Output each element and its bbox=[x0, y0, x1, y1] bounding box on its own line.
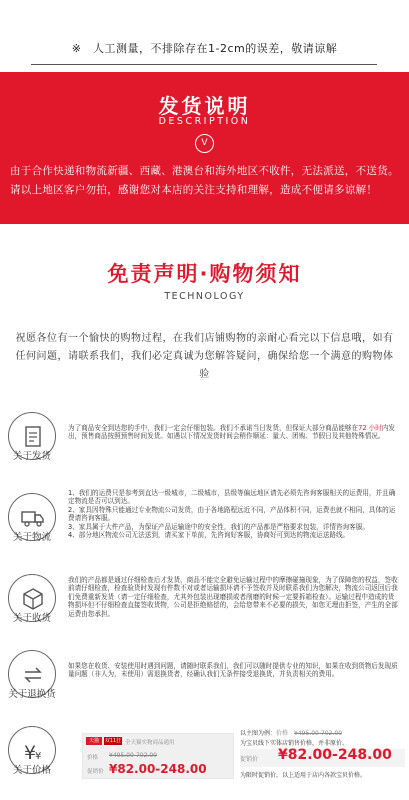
divider bbox=[31, 64, 377, 65]
promo-label: 促销价 bbox=[240, 756, 259, 763]
original-price: ¥495.00-702.00 bbox=[109, 752, 157, 759]
shipping-subtitle: DESCRIPTION bbox=[158, 116, 251, 127]
tmall-tag: 天猫 bbox=[86, 737, 102, 745]
chevron-down-icon: V bbox=[195, 134, 214, 153]
price-example-screenshot bbox=[82, 733, 234, 779]
section-label: 关于价格 bbox=[12, 765, 51, 776]
highlight-hours: 72 小时 bbox=[358, 424, 382, 432]
price-explanation-line3: 为限时促销价，以上适用于店内各款宝贝价格。 bbox=[240, 772, 367, 779]
svg-text:¥: ¥ bbox=[24, 742, 37, 764]
section-label: 关于收货 bbox=[12, 613, 51, 624]
price-explanation bbox=[240, 728, 405, 780]
shipping-title: 发货说明 bbox=[158, 94, 251, 118]
shop-note: 全天猫实物商品通用 bbox=[125, 740, 175, 746]
promo-price: ¥82.00-248.00 bbox=[278, 747, 392, 763]
section-text: 我们的产品都是通过仔细检查后才发货，商品不能完全避免运输过程中的摩擦碰撞现象，为了保障您的权益，签收前请仔细检查，检查验货时发现有件数不对或者运输损坏请不予签收并及时联系我们为您解决，物流公司返回后我们免费重新发货（请一定仔细检查，尤其外包装出现磨损或者削磨的时候一定要拆箱检查）。运输过程中造成的货物损坏但不仔细检查直接签收货物，公司是拒绝赔偿的，会给您带来不必要的损失，如您无理由拒签，产生的全部运费由您承担。 bbox=[68, 576, 398, 618]
section-label: 关于发货 bbox=[12, 451, 51, 462]
section-text: 为了商品安全到达您的手中，我们一定会仔细包装。我们不承诺当日发货，但保证大部分商品能够在72 小时内发出，预售商品按照预售时间发货。如遇以下情况发货时间会稍作顺延：量大、团购、节假日及其他特殊情况。 bbox=[68, 424, 395, 441]
event-tag: 双11狂欢 bbox=[104, 738, 122, 752]
section-label: 关于物流 bbox=[12, 532, 51, 543]
shipping-notice: 由于合作快递和物流新疆、西藏、港澳台和海外地区不收件，无法派送，不送货。请以上地区客户勿拍，感谢您对本店的关注支持和理解，造成不便请多谅解！ bbox=[10, 165, 399, 196]
measurement-note: ※ 人工测量，不排除存在1-2cm的误差，敬请谅解 bbox=[71, 42, 338, 55]
measurement-note-bar bbox=[0, 0, 409, 72]
promo-label: 促销价 bbox=[87, 769, 104, 775]
price-label: 价格 bbox=[87, 755, 99, 761]
price-explanation-line1: 以主图为例：价格 ¥495.00-702.00 bbox=[240, 730, 343, 737]
section-text: 如果您在收货、安装使用时遇到问题，请随时联系我们，我们可以随时提供专业的知识，如果在收到货物后发现质量问题（非人为，未使用）需退换货者，经确认我们无条件接受退换货，并负责相关的费用。 bbox=[68, 662, 398, 679]
disclaimer-subtitle: TECHNOLOGY bbox=[164, 291, 245, 302]
disclaimer-intro: 祝愿各位有一个愉快的购物过程，在我们店铺购物的亲耐心看完以下信息哦，如有任何问题，请联系我们，我们必定真诚为您解答疑问，确保给您一个满意的购物体验 bbox=[15, 333, 394, 380]
price-explanation-line2: 为宝贝线下实体店销售价格，并非原价。 bbox=[240, 740, 349, 747]
disclaimer-title: 免责声明·购物须知 bbox=[107, 262, 302, 286]
section-label: 关于退换货 bbox=[8, 689, 56, 700]
shipping-description-banner bbox=[0, 72, 409, 224]
promo-price: ¥82.00-248.00 bbox=[109, 762, 207, 776]
section-text: 1、我们的运费只是参考到直达一级城市，二级城市，县级等偏远地区请先必须先咨询客服相关的运费用，并且确定物流是否可以到达。 2、家具因特殊只能通过专业物流公司发货，由于各地路程远近不同，产品体积不同，运费也就不相同，具体的运费请咨询客服。 3、家具属于大件产品，为保证产品运输途中的安全性，我们的产品都是严格要求包装，详情咨询客服。 4、部分地区物流公司无法送到，请买家下单前，先咨询好客服，协商好可到达的物流运送路线。 bbox=[68, 489, 396, 540]
svg-text:¥: ¥ bbox=[35, 751, 42, 762]
